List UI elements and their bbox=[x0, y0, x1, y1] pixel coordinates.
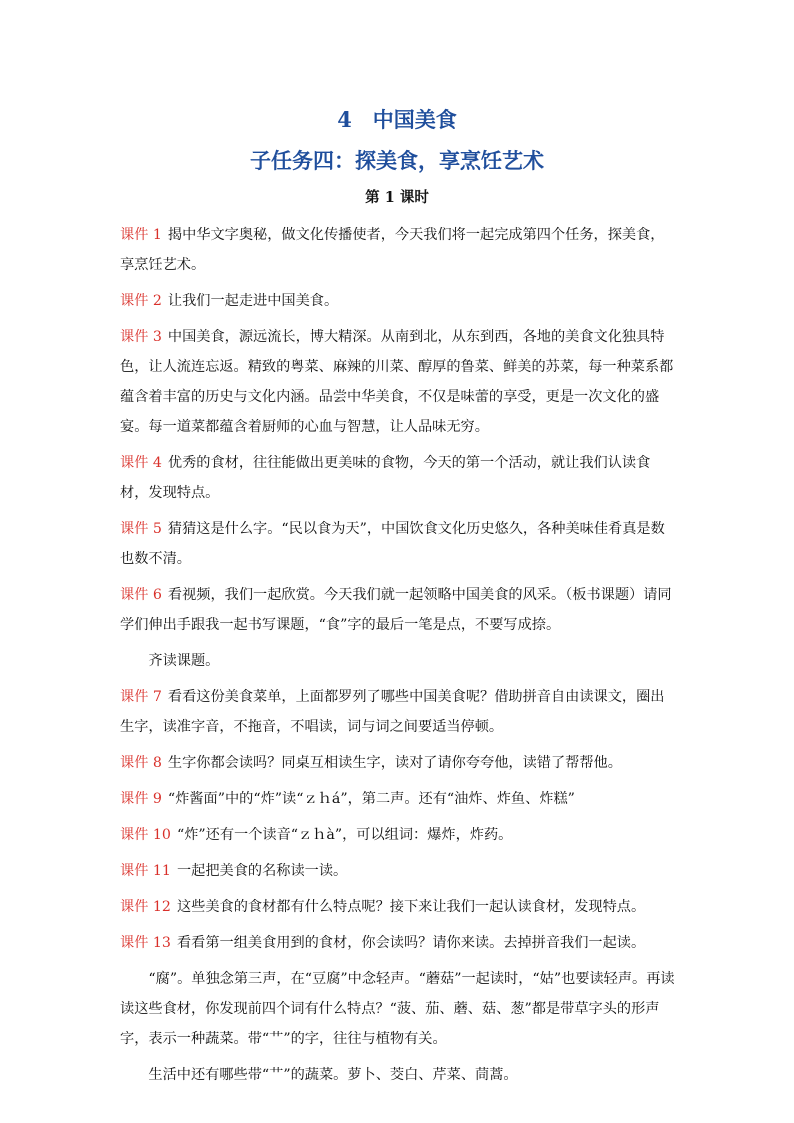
courseware-item bbox=[120, 682, 676, 742]
courseware-label: 课件 9 bbox=[120, 791, 162, 807]
courseware-label: 课件 5 bbox=[120, 521, 162, 537]
courseware-label: 课件 3 bbox=[120, 329, 162, 345]
courseware-item bbox=[120, 286, 676, 316]
courseware-label: 课件 12 bbox=[120, 899, 171, 915]
lesson-body bbox=[120, 220, 676, 1096]
courseware-text: 看视频，我们一起欣赏。今天我们就一起领略中国美食的风采。（板书课题）请同学们伸出手跟我一起书写课题，“食”字的最后一笔是点，不要写成捺。 bbox=[120, 587, 672, 633]
courseware-text: “炸”还有一个读音“ｚｈà”，可以组词：爆炸，炸药。 bbox=[176, 827, 513, 843]
courseware-text: 看看这份美食菜单，上面都罗列了哪些中国美食呢？借助拼音自由读课文，圈出生字，读准字音，不拖音，不唱读，词与词之间要适当停顿。 bbox=[120, 689, 665, 735]
courseware-item bbox=[120, 928, 676, 958]
body-paragraph: 生活中还有哪些带“艹”的蔬菜。萝卜、茭白、芹菜、茼蒿。 bbox=[148, 1067, 518, 1083]
lesson-title: 4 中国美食 bbox=[337, 107, 457, 132]
courseware-text: 猜猜这是什么字。“民以食为天”，中国饮食文化历史悠久，各种美味佳肴真是数也数不清。 bbox=[120, 521, 665, 567]
courseware-item bbox=[120, 784, 676, 814]
courseware-label: 课件 6 bbox=[120, 587, 162, 603]
courseware-label: 课件 1 bbox=[120, 227, 162, 243]
courseware-item bbox=[120, 220, 676, 280]
courseware-text: “炸酱面”中的“炸”读“ｚｈá”，第二声。还有“油炸、炸鱼、炸糕” bbox=[167, 791, 575, 807]
courseware-item bbox=[120, 820, 676, 850]
body-paragraph: 齐读课题。 bbox=[148, 653, 220, 669]
courseware-text: 一起把美食的名称读一读。 bbox=[176, 863, 348, 879]
courseware-text: 这些美食的食材都有什么特点呢？接下来让我们一起认读食材，发现特点。 bbox=[176, 899, 646, 915]
courseware-text: 揭中华文字奥秘，做文化传播使者，今天我们将一起完成第四个任务，探美食，享烹饪艺术。 bbox=[120, 227, 665, 273]
period-label: 第 1 课时 bbox=[365, 189, 429, 206]
courseware-label: 课件 2 bbox=[120, 293, 162, 309]
courseware-label: 课件 13 bbox=[120, 935, 171, 951]
courseware-text: 生字你都会读吗？同桌互相读生字，读对了请你夸夸他，读错了帮帮他。 bbox=[167, 755, 622, 771]
courseware-label: 课件 8 bbox=[120, 755, 162, 771]
courseware-label: 课件 4 bbox=[120, 455, 162, 471]
subtask-title: 子任务四：探美食，享烹饪艺术 bbox=[250, 148, 544, 173]
body-paragraph: “腐”。单独念第三声，在“豆腐”中念轻声。“蘑菇”一起读时，“姑”也要读轻声。再读读这些食材，你发现前四个词有什么特点？“菠、茄、蘑、菇、葱”都是带草字头的形声字，表示一种蔬菜。带“艹”的字，往往与植物有关。 bbox=[120, 971, 675, 1047]
courseware-item bbox=[120, 580, 676, 640]
courseware-text: 优秀的食材，往往能做出更美味的食物，今天的第一个活动，就让我们认读食材，发现特点。 bbox=[120, 455, 651, 501]
courseware-label: 课件 7 bbox=[120, 689, 162, 705]
courseware-item bbox=[120, 748, 676, 778]
courseware-label: 课件 10 bbox=[120, 827, 171, 843]
courseware-item bbox=[120, 856, 676, 886]
courseware-text: 中国美食，源远流长，博大精深。从南到北，从东到西，各地的美食文化独具特色，让人流连忘返。精致的粤菜、麻辣的川菜、醇厚的鲁菜、鲜美的苏菜，每一种菜系都蕴含着丰富的历史与文化内涵。品尝中华美食，不仅是味蕾的享受，更是一次文化的盛宴。每一道菜都蕴含着厨师的心血与智慧，让人品味无穷。 bbox=[120, 329, 674, 435]
courseware-item bbox=[120, 514, 676, 574]
courseware-item bbox=[120, 322, 676, 442]
courseware-label: 课件 11 bbox=[120, 863, 171, 879]
courseware-item bbox=[120, 448, 676, 508]
courseware-text: 看看第一组美食用到的食材，你会读吗？请你来读。去掉拼音我们一起读。 bbox=[176, 935, 646, 951]
courseware-item bbox=[120, 892, 676, 922]
courseware-text: 让我们一起走进中国美食。 bbox=[167, 293, 339, 309]
